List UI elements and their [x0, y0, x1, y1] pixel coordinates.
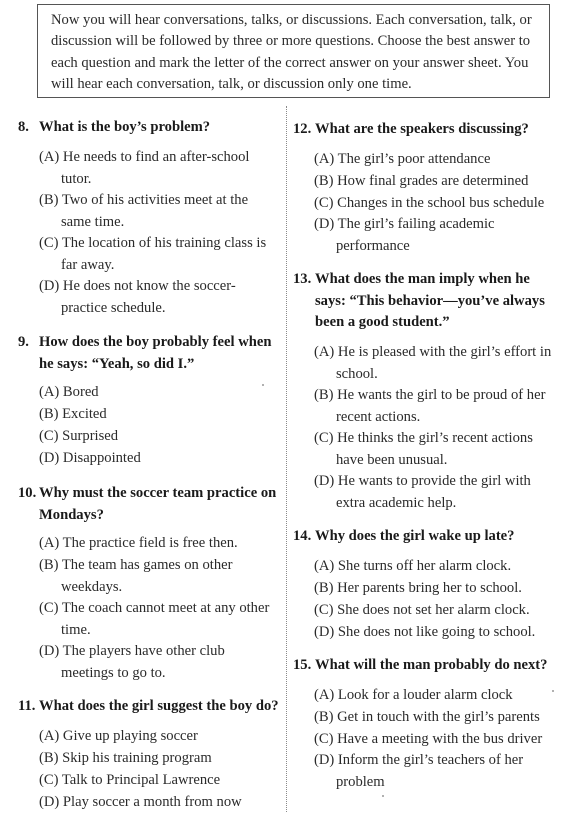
option-letter: (A) [39, 535, 60, 551]
option-text: She does not set her alarm clock. [337, 602, 530, 618]
option-text: The practice field is free then. [62, 535, 238, 551]
option-text: The location of his training class is far away. [61, 235, 267, 273]
question-text: What does the girl suggest the boy do? [39, 698, 279, 714]
option-11-d[interactable] [39, 792, 284, 814]
option-letter: (A) [314, 344, 335, 360]
option-letter: (B) [39, 192, 59, 208]
option-9-c[interactable] [39, 426, 269, 448]
option-10-a[interactable] [39, 533, 279, 555]
option-14-d[interactable] [314, 622, 576, 644]
option-8-a[interactable] [39, 147, 280, 190]
question-number: 14. [293, 528, 312, 544]
option-letter: (B) [39, 557, 59, 573]
option-letter: (A) [314, 558, 335, 574]
option-text: How final grades are determined [337, 173, 529, 189]
option-letter: (D) [39, 794, 60, 810]
option-letter: (D) [314, 473, 335, 489]
question-text: What does the man imply when he says: “This behavior—you’ve always been a good student.” [315, 271, 545, 330]
option-10-b[interactable] [39, 555, 269, 598]
option-text: Bored [62, 384, 99, 400]
option-letter: (B) [39, 750, 59, 766]
option-text: Inform the girl’s teachers of her problem [336, 752, 524, 790]
question-15 [293, 655, 563, 677]
scan-speck [382, 795, 384, 797]
question-number: 10. [18, 485, 37, 501]
question-13 [293, 269, 557, 334]
option-text: He wants to provide the girl with extra academic help. [336, 473, 531, 511]
option-13-d[interactable] [314, 471, 554, 514]
option-15-a[interactable] [314, 685, 576, 707]
option-14-b[interactable] [314, 578, 576, 600]
option-12-b[interactable] [314, 171, 564, 193]
option-letter: (A) [39, 728, 60, 744]
option-letter: (A) [314, 687, 335, 703]
option-text: The girl’s failing academic performance [336, 216, 495, 254]
option-letter: (B) [39, 406, 59, 422]
option-letter: (C) [39, 772, 59, 788]
option-letter: (C) [39, 235, 59, 251]
option-text: Have a meeting with the bus driver [337, 731, 543, 747]
option-text: The players have other club meetings to go to. [61, 643, 225, 681]
option-text: He does not know the soccer-practice schedule. [61, 278, 236, 316]
option-15-c[interactable] [314, 729, 576, 751]
question-11 [18, 696, 280, 718]
option-letter: (D) [39, 643, 60, 659]
question-10 [18, 483, 280, 526]
question-text: Why must the soccer team practice on Mondays? [39, 485, 277, 523]
option-13-b[interactable] [314, 385, 576, 428]
scan-speck [552, 690, 554, 692]
option-11-b[interactable] [39, 748, 279, 770]
option-8-d[interactable] [39, 276, 257, 319]
option-letter: (A) [39, 384, 60, 400]
question-8 [18, 117, 273, 139]
option-14-a[interactable] [314, 556, 576, 578]
option-text: He thinks the girl’s recent actions have been unusual. [336, 430, 533, 468]
option-text: Play soccer a month from now [62, 794, 242, 810]
option-letter: (B) [314, 580, 334, 596]
question-14 [293, 526, 563, 548]
option-13-c[interactable] [314, 428, 554, 471]
option-letter: (C) [39, 428, 59, 444]
option-letter: (D) [314, 216, 335, 232]
option-text: Give up playing soccer [62, 728, 198, 744]
option-11-a[interactable] [39, 726, 279, 748]
option-8-c[interactable] [39, 233, 284, 276]
option-letter: (B) [314, 173, 334, 189]
option-9-b[interactable] [39, 404, 269, 426]
option-text: Two of his activities meet at the same time. [61, 192, 249, 230]
option-text: Get in touch with the girl’s parents [337, 709, 540, 725]
question-text: How does the boy probably feel when he says: “Yeah, so did I.” [39, 334, 272, 372]
option-9-d[interactable] [39, 448, 269, 470]
option-letter: (C) [314, 195, 334, 211]
option-text: Skip his training program [62, 750, 212, 766]
question-number: 8. [18, 119, 29, 135]
option-text: The girl’s poor attendance [337, 151, 491, 167]
question-text: What will the man probably do next? [315, 657, 548, 673]
option-text: She does not like going to school. [337, 624, 536, 640]
option-letter: (C) [39, 600, 59, 616]
option-letter: (C) [314, 602, 334, 618]
option-letter: (D) [314, 624, 335, 640]
instructions-text: Now you will hear conversations, talks, or discussions. Each conversation, talk, or discussion will be followed by three or more questions. Choose the best answer to each question and mark the letter of the correct answer on your answer sheet. You will hear each conversation, talk, or discussion only one time. [51, 12, 532, 92]
option-15-b[interactable] [314, 707, 576, 729]
option-letter: (B) [314, 387, 334, 403]
option-text: Disappointed [62, 450, 141, 466]
option-text: Excited [62, 406, 107, 422]
option-letter: (B) [314, 709, 334, 725]
option-12-c[interactable] [314, 193, 576, 215]
question-number: 11. [18, 698, 36, 714]
question-text: Why does the girl wake up late? [315, 528, 515, 544]
option-14-c[interactable] [314, 600, 576, 622]
question-number: 12. [293, 121, 312, 137]
question-text: What are the speakers discussing? [315, 121, 529, 137]
option-text: He is pleased with the girl’s effort in school. [336, 344, 552, 382]
option-text: Look for a louder alarm clock [337, 687, 513, 703]
question-number: 9. [18, 334, 29, 350]
option-text: Surprised [62, 428, 119, 444]
question-12 [293, 119, 563, 141]
option-letter: (D) [39, 450, 60, 466]
option-11-c[interactable] [39, 770, 279, 792]
option-15-d[interactable] [314, 750, 544, 793]
option-8-b[interactable] [39, 190, 269, 233]
option-letter: (D) [39, 278, 60, 294]
option-text: She turns off her alarm clock. [337, 558, 512, 574]
scan-speck [262, 384, 264, 386]
option-text: Talk to Principal Lawrence [61, 772, 221, 788]
option-10-c[interactable] [39, 598, 284, 641]
option-text: The coach cannot meet at any other time. [61, 600, 270, 638]
option-text: He wants the girl to be proud of her recent actions. [336, 387, 546, 425]
question-text: What is the boy’s problem? [39, 119, 211, 135]
option-text: The team has games on other weekdays. [61, 557, 233, 595]
option-13-a[interactable] [314, 342, 576, 385]
option-text: He needs to find an after-school tutor. [61, 149, 250, 187]
option-10-d[interactable] [39, 641, 269, 684]
option-letter: (C) [314, 430, 334, 446]
option-letter: (C) [314, 731, 334, 747]
question-9 [18, 332, 280, 375]
option-text: Her parents bring her to school. [337, 580, 522, 596]
question-number: 13. [293, 271, 312, 287]
option-12-a[interactable] [314, 149, 554, 171]
question-number: 15. [293, 657, 312, 673]
instructions-box [37, 4, 550, 98]
option-text: Changes in the school bus schedule [337, 195, 545, 211]
option-letter: (A) [314, 151, 335, 167]
option-12-d[interactable] [314, 214, 534, 257]
option-letter: (D) [314, 752, 335, 768]
option-9-a[interactable] [39, 382, 269, 404]
column-divider [286, 106, 287, 812]
option-letter: (A) [39, 149, 60, 165]
